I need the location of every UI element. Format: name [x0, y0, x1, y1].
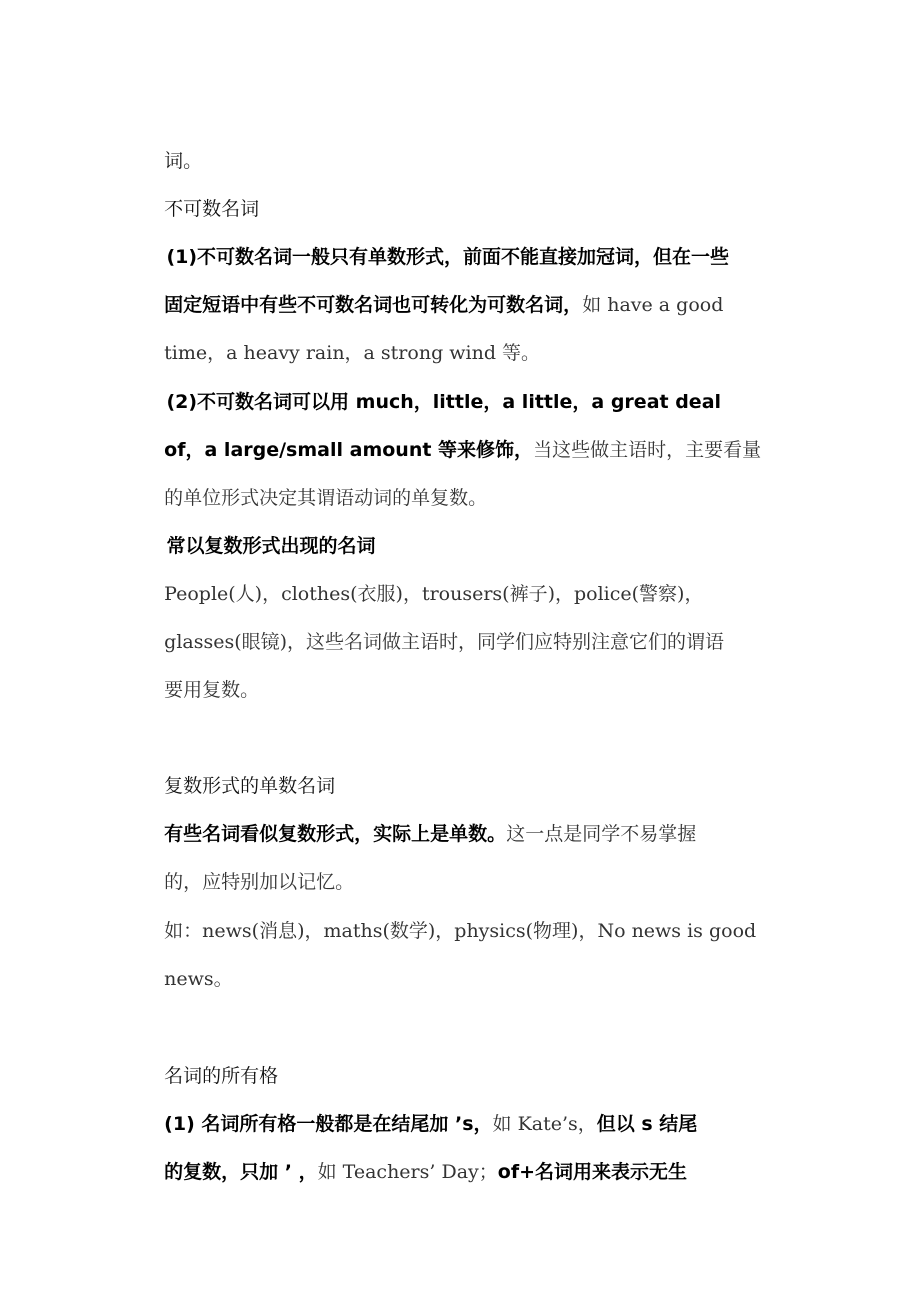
heading-text: 复数形式的单数名词 [164, 775, 336, 797]
text-rest: 这一点是同学不易掌握 [506, 823, 697, 845]
text-bold: (1) 名词所有格一般都是在结尾加 ’s， [164, 1113, 493, 1135]
text: 词。 [164, 150, 203, 172]
text: 要用复数。 [164, 679, 260, 701]
heading-text: 常以复数形式出现的名词 [166, 535, 376, 557]
text: 如：news(消息)，maths(数学)，physics(物理)，No news is good [164, 920, 757, 942]
text-bold: 固定短语中有些不可数名词也可转化为可数名词， [164, 294, 583, 316]
singular-plural-examples-line-2 [140, 943, 233, 1015]
heading-text: 不可数名词 [164, 198, 260, 220]
text: (1)不可数名词一般只有单数形式，前面不能直接加冠词，但在一些 [166, 246, 730, 268]
text-bold: 有些名词看似复数形式，实际上是单数。 [164, 823, 507, 845]
text-example: 如 have a good [582, 294, 724, 316]
heading-text: 名词的所有格 [164, 1065, 279, 1087]
text-bold-2: 但以 s 结尾 [596, 1113, 698, 1135]
text: time，a heavy rain，a strong wind 等。 [164, 342, 541, 364]
text: 的单位形式决定其谓语动词的单复数。 [164, 487, 488, 509]
text: 的，应特别加以记忆。 [164, 871, 355, 893]
text: glasses(眼镜)，这些名词做主语时，同学们应特别注意它们的谓语 [164, 631, 725, 653]
text-bold: of，a large/small amount 等来修饰， [164, 439, 534, 461]
text-example: 如 Kate’s， [492, 1113, 597, 1135]
text-rest: 当这些做主语时，主要看量 [533, 439, 762, 461]
text-bold-2: of+名词用来表示无生 [497, 1161, 688, 1183]
text: news。 [164, 968, 233, 990]
text-example: 如 Teachers’ Day； [317, 1161, 498, 1183]
possessive-line-2 [140, 1136, 687, 1208]
text-bold: 的复数，只加 ’ ， [164, 1161, 318, 1183]
plural-nouns-line-3 [140, 654, 259, 726]
text: (2)不可数名词可以用 much，little，a little，a great deal [166, 391, 722, 413]
text: People(人)，clothes(衣服)，trousers(裤子)，police(警察)， [164, 583, 704, 605]
